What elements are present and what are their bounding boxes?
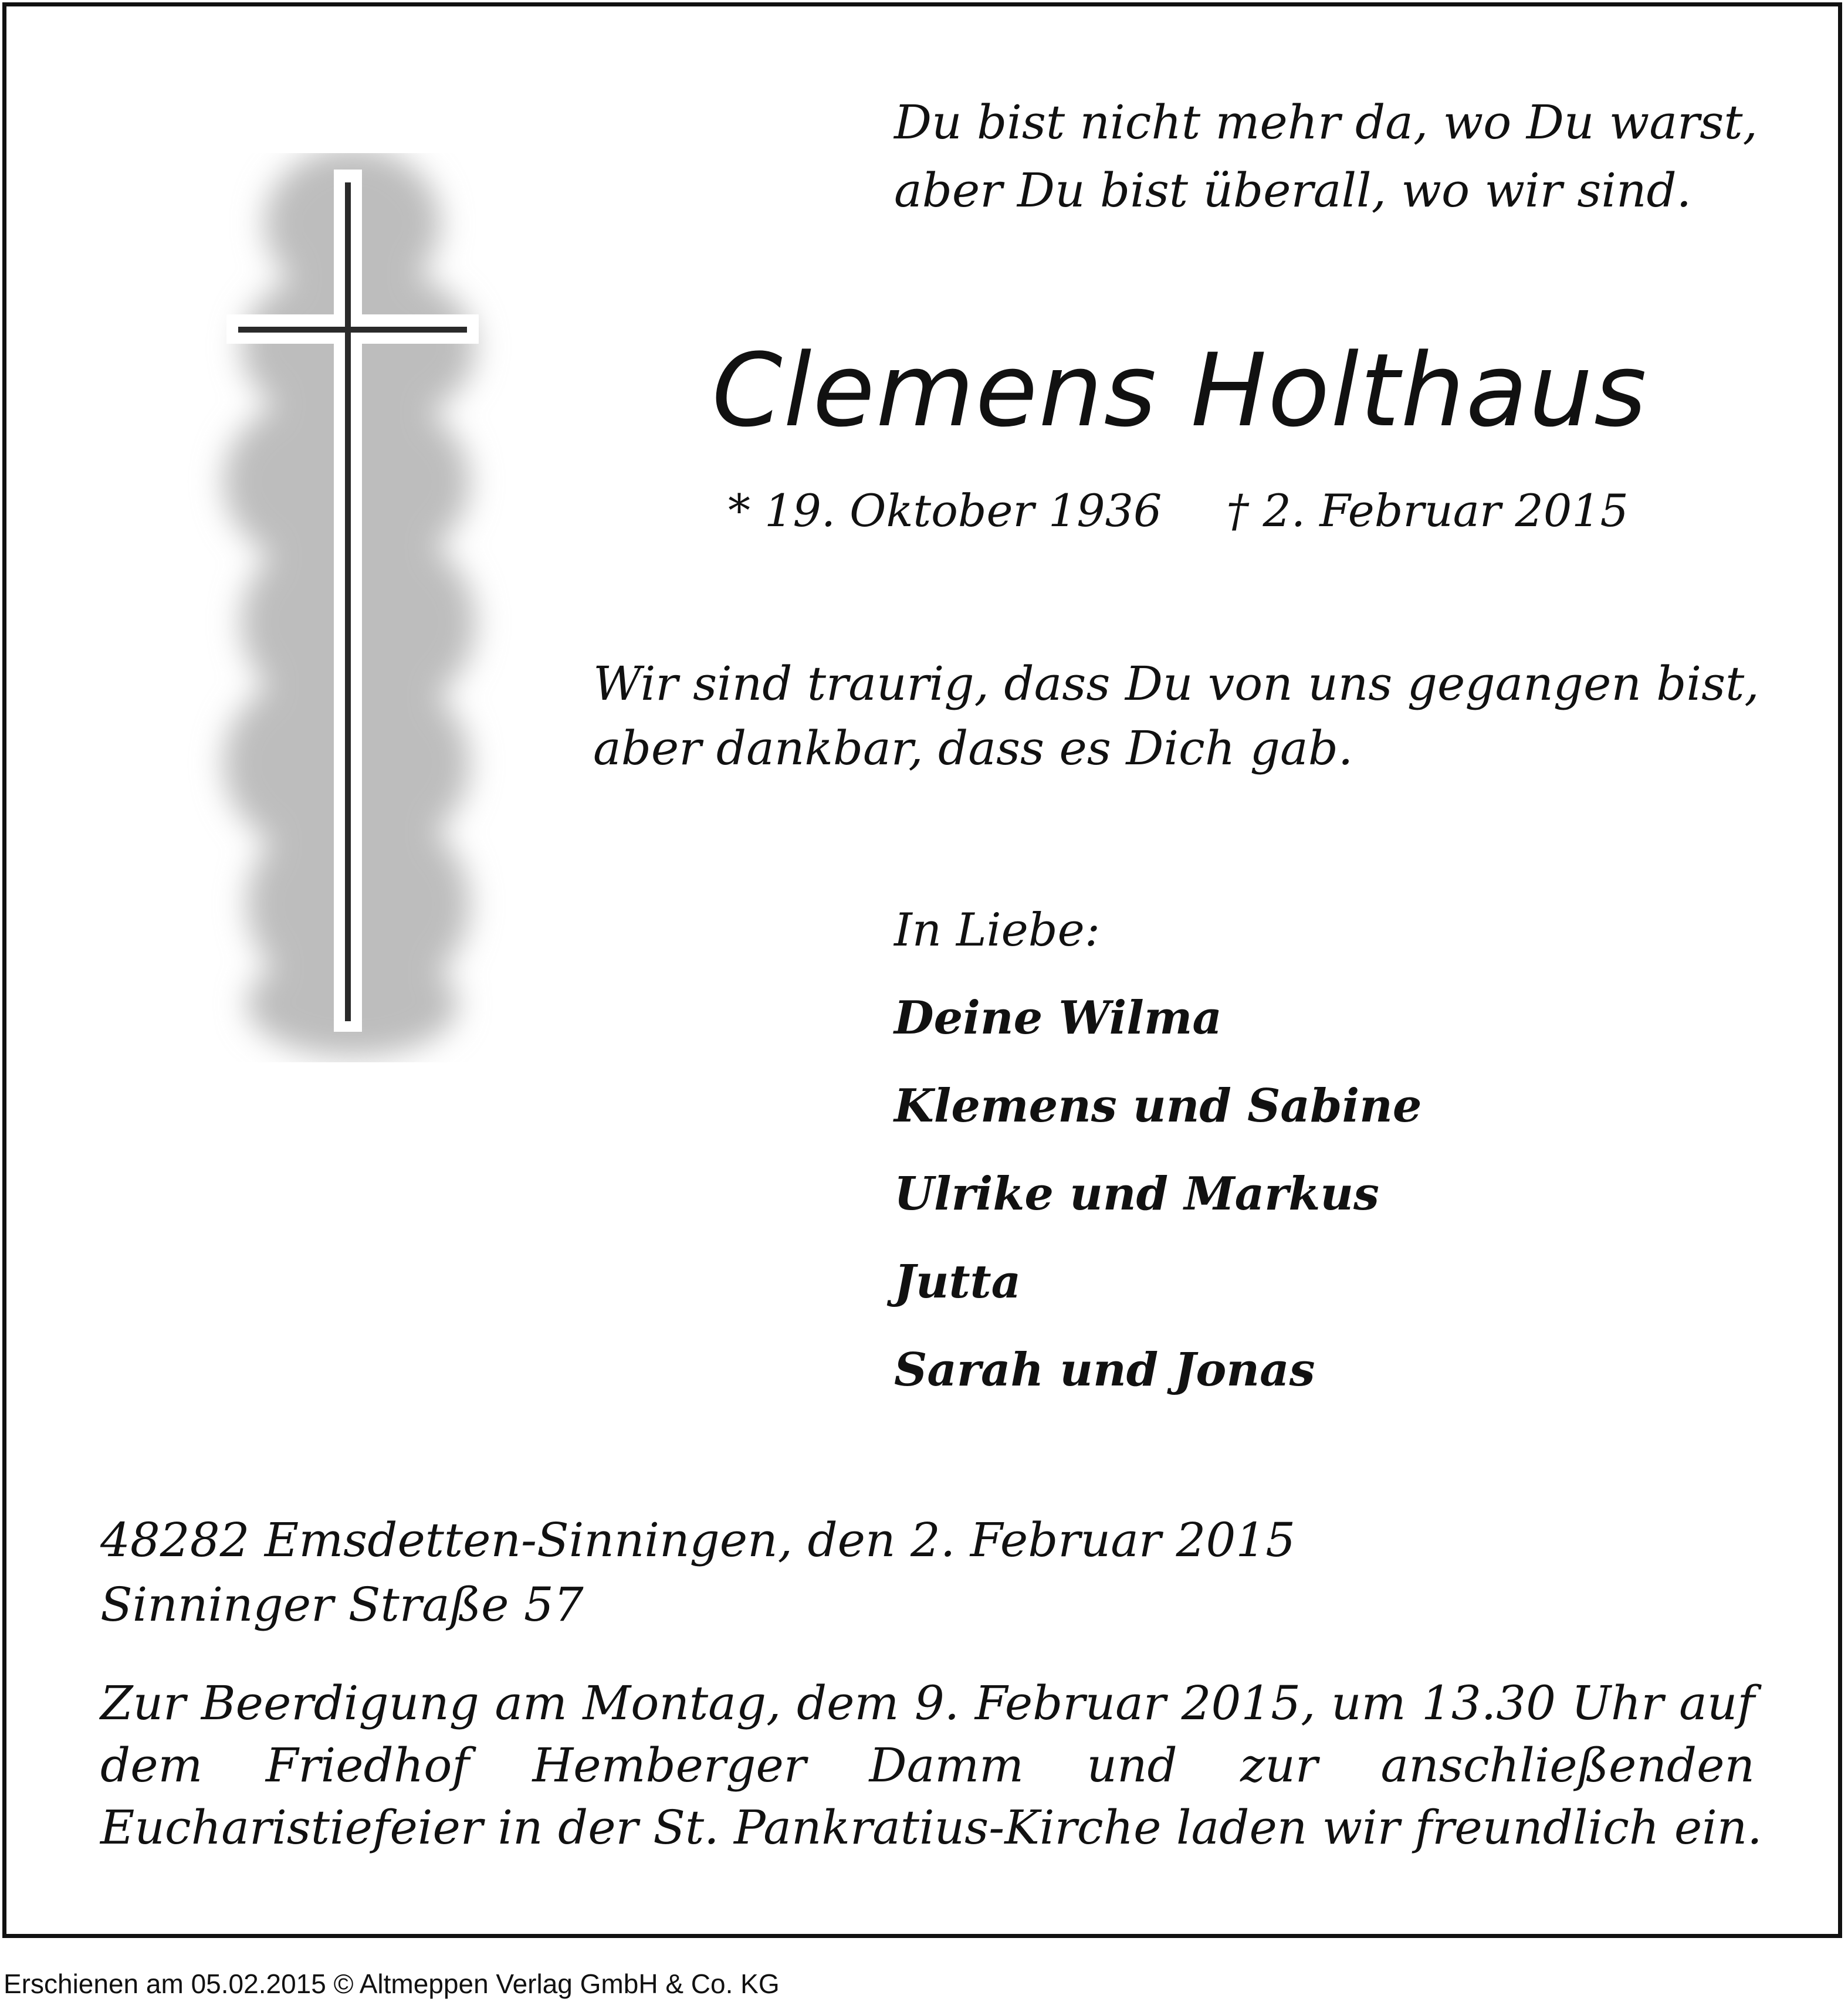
mourners-list [894, 989, 1421, 1429]
quote-line-1: Wir sind traurig, dass Du von uns gegangen bist, [593, 656, 1759, 711]
life-dates [728, 482, 1629, 540]
deceased-name: Clemens Holthaus [712, 331, 1648, 449]
quote-line-2: aber dankbar, dass es Dich gab. [593, 721, 1353, 775]
notice-frame [2, 2, 1842, 1938]
quote [593, 652, 1759, 781]
mourner-name: Jutta [894, 1255, 1021, 1309]
publication-footer: Erschienen am 05.02.2015 © Altmeppen Verlag GmbH & Co. KG [4, 1969, 780, 1999]
funeral-invitation [100, 1672, 1762, 1859]
motto-line-1: Du bist nicht mehr da, wo Du warst, [894, 95, 1758, 150]
motto-line-2: aber Du bist überall, wo wir sind. [894, 163, 1692, 218]
address-line-1: 48282 Emsdetten-Sinningen, den 2. Februar 2015 [100, 1513, 1296, 1567]
address [100, 1508, 1295, 1637]
mourner-name: Klemens und Sabine [894, 1079, 1422, 1133]
motto [894, 89, 1758, 225]
funeral-line-1: Zur Beerdigung am Montag, dem 9. Februar 2015, um 13.30 Uhr auf [100, 1676, 1755, 1730]
address-line-2: Sinninger Straße 57 [100, 1577, 584, 1632]
mourners-intro: In Liebe: [894, 904, 1101, 957]
funeral-line-3: Eucharistiefeier in der St. Pankratius-Kirche laden wir freundlich ein. [100, 1800, 1762, 1855]
mourner-name: Sarah und Jonas [894, 1343, 1315, 1397]
birth-date: * 19. Oktober 1936 [728, 485, 1162, 537]
death-date: † 2. Februar 2015 [1226, 485, 1629, 537]
mourner-name: Deine Wilma [894, 991, 1222, 1045]
cross-icon [182, 153, 534, 1062]
mourner-name: Ulrike und Markus [894, 1167, 1379, 1221]
funeral-line-2: dem Friedhof Hemberger Damm und zur anschließenden [100, 1738, 1755, 1793]
